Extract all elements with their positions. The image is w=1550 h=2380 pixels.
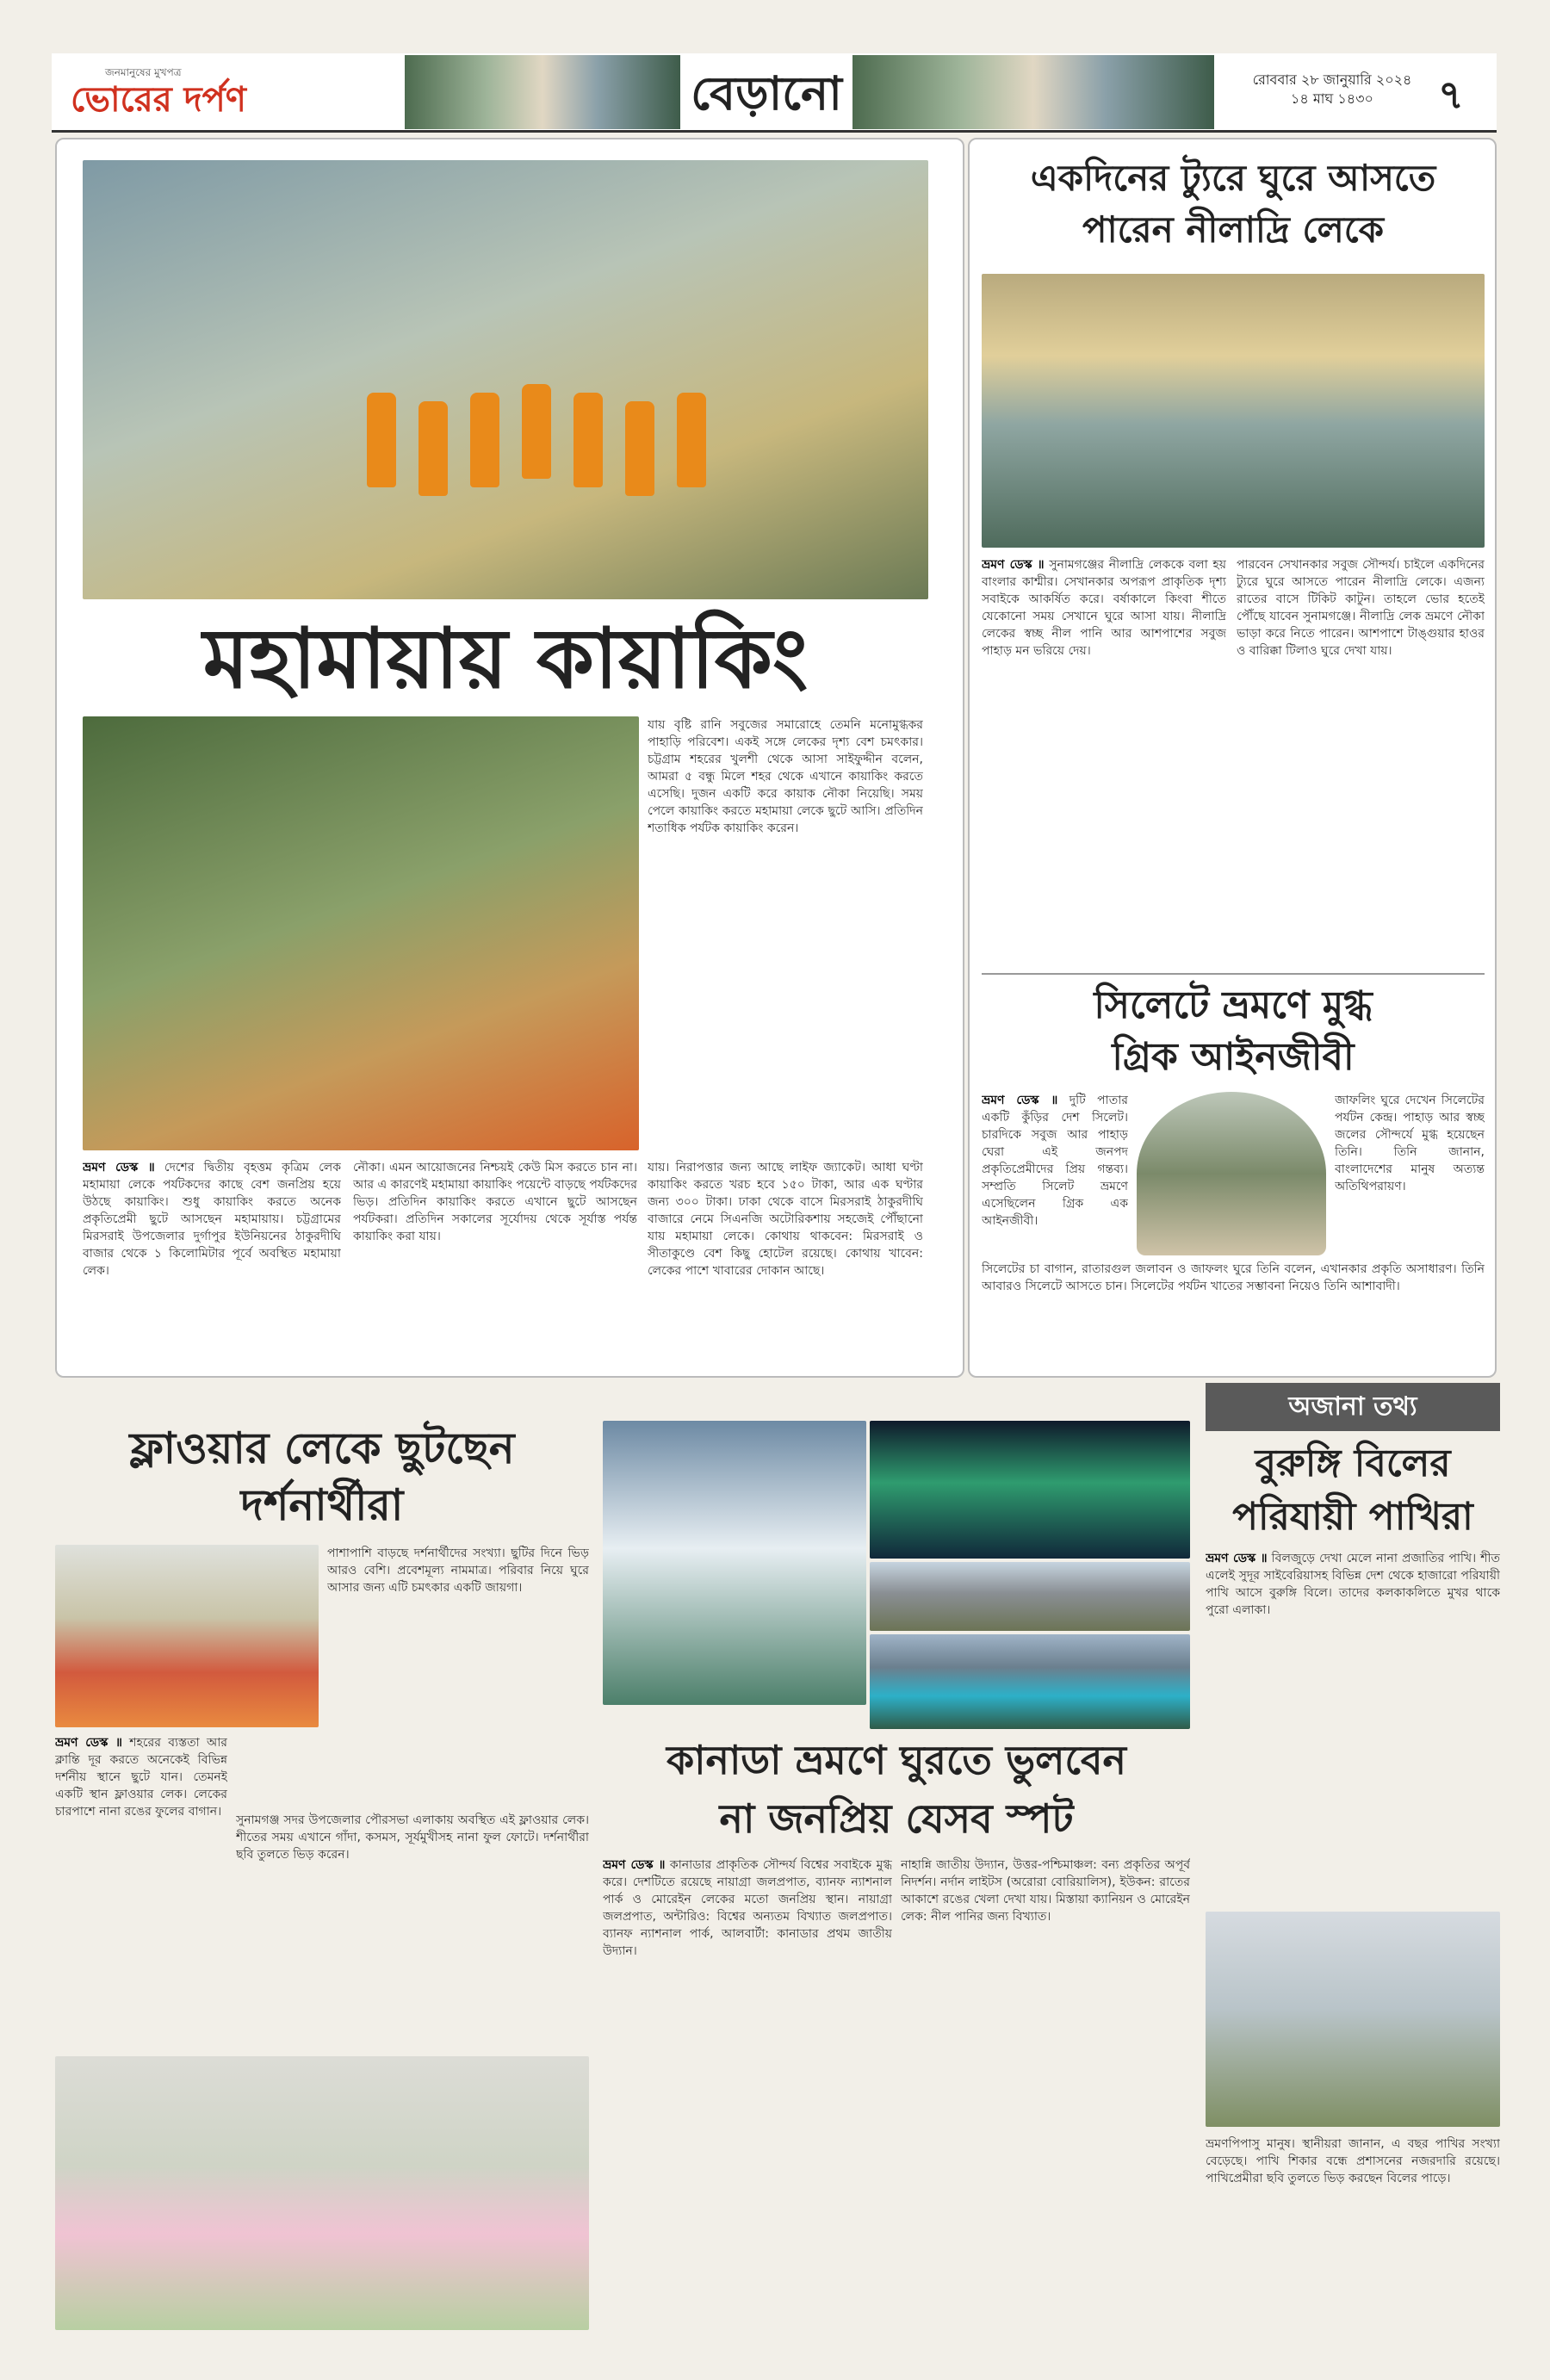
canada-col-1: ভ্রমণ ডেস্ক ॥ কানাডার প্রাকৃতিক সৌন্দর্য বিশ্বের সবাইকে মুগ্ধ করে। দেশটিতে রয়েছে নায়াগ্রা জলপ্রপাত, ব্যানফ ন্যাশনাল পার্ক ও মোরেইন লেকের মতো জনপ্রিয় স্থান। নায়াগ্রা জলপ্রপাত, অন্টারিও: বিশ্বের অন্যতম বিখ্যাত জলপ্রপাত। ব্যানফ ন্যাশনাল পার্ক, আলবার্টা: কানাডার প্রথম জাতীয় উদ্যান। <box>603 1858 892 1958</box>
greek-headline-2: গ্রিক আইনজীবী <box>1112 1035 1355 1079</box>
page-number: ৭ <box>1438 71 1464 118</box>
greek-headline-1: সিলেটে ভ্রমণে মুগ্ধ <box>1094 983 1373 1027</box>
birds-photo <box>1206 1912 1500 2127</box>
canada-headline-2: না জনপ্রিয় যেসব স্পট <box>719 1795 1074 1842</box>
birds-col-1: ভ্রমণ ডেস্ক ॥ বিলজুড়ে দেখা মেলে নানা প্রজাতির পাখি। শীত এলেই সুদূর সাইবেরিয়াসহ বিভিন্ন দেশ থেকে হাজারো পরিযায়ী পাখি আসে বুরুঙ্গি বিলে। তাদের কলকাকলিতে মুখর থাকে পুরো এলাকা। <box>1206 1552 1500 1617</box>
birds-col-2: ভ্রমণপিপাসু মানুষ। স্থানীয়রা জানান, এ বছর পাখির সংখ্যা বেড়েছে। পাখি শিকার বন্ধে প্রশাসনের নজরদারি রয়েছে। পাখিপ্রেমীরা ছবি তুলতে ভিড় করছেন বিলের পাড়ে। <box>1206 2137 1500 2185</box>
canada-mountain-photo <box>870 1562 1190 1631</box>
flower-lake-photo <box>55 1545 319 1727</box>
birds-headline-1: বুরুঙ্গি বিলের <box>1255 1441 1451 1485</box>
dateline: রোববার ২৮ জানুয়ারি ২০২৪ ১৪ মাঘ ১৪৩০ <box>1252 71 1412 107</box>
kayaker-figure <box>418 401 448 496</box>
niladri-col-2: পারবেন সেখানকার সবুজ সৌন্দর্য। চাইলে একদিনের ট্যুরে ঘুরে আসতে পারেন নীলাদ্রি লেকে। এজন্য রাতের বাসে টিকিট কাটুন। তাহলে ভোর হতেই পৌঁছে যাবেন সুনামগঞ্জে। নীলাদ্রি লেক ভ্রমণে নৌকা ভাড়া করে নিতে পারেন। আশপাশে টাঙ্গুয়ার হাওর ও বারিক্কা টিলাও ঘুরে দেখা যায়। <box>1237 558 1485 658</box>
greek-col-2: জাফলিং ঘুরে দেখেন সিলেটের পর্যটন কেন্দ্র। পাহাড় আর স্বচ্ছ জলের সৌন্দর্যে মুগ্ধ হয়েছেন তিনি। তিনি জানান, বাংলাদেশের মানুষ অত্যন্ত অতিথিপরায়ণ। <box>1335 1094 1485 1193</box>
greek-lawyer-photo <box>1137 1092 1326 1255</box>
flower-headline-2: দর্শনার্থীরা <box>240 1479 404 1530</box>
section-title: বেড়ানো <box>680 59 852 127</box>
kayaker-figure <box>367 393 396 487</box>
kayaker-figure <box>677 393 706 487</box>
kayak-headline: মহামায়ায় কায়াকিং <box>202 610 809 707</box>
kayaker-figure <box>625 401 654 496</box>
greek-col-1: ভ্রমণ ডেস্ক ॥ দুটি পাতার একটি কুঁড়ির দেশ সিলেট। চারদিকে সবুজ আর পাহাড় ঘেরা এই জনপদ প্রকৃতিপ্রেমীদের প্রিয় গন্তব্য। সম্প্রতি সিলেট ভ্রমণে এসেছিলেন গ্রিক এক আইনজীবী। <box>982 1094 1128 1228</box>
kayak-selfie-photo <box>83 716 639 1150</box>
canada-col-2: নাহান্নি জাতীয় উদ্যান, উত্তর-পশ্চিমাঞ্চল: বন্য প্রকৃতির অপূর্ব নিদর্শন। নর্দান লাইটস (অরোরা বোরিয়ালিস), ইউকন: রাতের আকাশে রঙের খেলা দেখা যায়। মিস্তায়া ক্যানিয়ন ও মোরেইন লেক: নীল পানির জন্য বিখ্যাত। <box>901 1858 1190 1924</box>
flower-col-2: সুনামগঞ্জ সদর উপজেলার পৌরসভা এলাকায় অবস্থিত এই ফ্লাওয়ার লেক। শীতের সময় এখানে গাঁদা, কসমস, সূর্যমুখীসহ নানা ফুল ফোটে। দর্শনার্থীরা ছবি তুলতে ভিড় করেন। <box>236 1813 589 1862</box>
flower-col-1: ভ্রমণ ডেস্ক ॥ শহরের ব্যস্ততা আর ক্লান্তি দূর করতে অনেকেই বিভিন্ন দর্শনীয় স্থানে ছুটে যান। তেমনই একটি স্থান ফ্লাওয়ার লেক। লেকের চারপাশে নানা রঙের ফুলের বাগান। <box>55 1736 227 1819</box>
niladri-headline-2: পারেন নীলাদ্রি লেকে <box>1082 208 1385 251</box>
birds-headline-2: পরিযায়ী পাখিরা <box>1232 1495 1473 1539</box>
masthead-photo-strip <box>405 55 680 129</box>
section-tag: অজানা তথ্য <box>1206 1383 1500 1431</box>
flower-headline-1: ফ্লাওয়ার লেকে ছুটছেন <box>129 1422 515 1473</box>
kayak-intro-text: ভ্রমণ ডেস্ক ॥ দেশের দ্বিতীয় বৃহত্তম কৃত্রিম লেক মহামায়া লেকে পর্যটকদের কাছে বেশ জনপ্রিয় হয়ে উঠছে কায়াকিং। শুধু কায়াকিং করতে অনেক প্রকৃতিপ্রেমী ছুটে আসছেন মহামায়ায়। চট্টগ্রামের মিরসরাই উপজেলার দুর্গাপুর ইউনিয়নের ঠাকুরদীঘি বাজার থেকে ১ কিলোমিটার পূর্বে অবস্থিত মহামায়া লেক। <box>83 1161 341 1278</box>
kayak-col-3: নৌকা। এমন আয়োজনের নিশ্চয়ই কেউ মিস করতে চান না। আর এ কারণেই মহামায়া কায়াকিং পয়েন্টে বাড়ছে পর্যটকদের ভিড়। প্রতিদিন কায়াকিং করতে এখানে ছুটে আসছেন পর্যটকরা। প্রতিদিন সকালের সূর্যোদয় থেকে সূর্যাস্ত পর্যন্ত কায়াকিং করা যায়। <box>353 1161 637 1243</box>
kayaker-figure <box>574 393 603 487</box>
cosmos-field-photo <box>55 2056 589 2330</box>
niladri-photo-collage <box>982 274 1485 548</box>
kayaker-figure <box>470 393 499 487</box>
newspaper-logo: জনমানুষের মুখপত্র ভোরের দর্পণ <box>71 66 246 120</box>
flower-col-3: পাশাপাশি বাড়ছে দর্শনার্থীদের সংখ্যা। ছুটির দিনে ভিড় আরও বেশি। প্রবেশমূল্য নামমাত্র। পরিবার নিয়ে ঘুরে আসার জন্য এটি চমৎকার একটি জায়গা। <box>327 1546 589 1595</box>
greek-full-text: সিলেটের চা বাগান, রাতারগুল জলাবন ও জাফলং ঘুরে তিনি বলেন, এখানকার প্রকৃতি অসাধারণ। তিনি আবারও সিলেটে আসতে চান। সিলেটের পর্যটন খাতের সম্ভাবনা নিয়েও তিনি আশাবাদী। <box>982 1262 1485 1293</box>
kayaker-figure <box>522 384 551 479</box>
canada-lake-photo <box>870 1634 1190 1729</box>
kayak-group-photo <box>83 160 928 599</box>
niladri-col-1: ভ্রমণ ডেস্ক ॥ সুনামগঞ্জের নীলাদ্রি লেককে বলা হয় বাংলার কাশ্মীর। সেখানকার অপরূপ প্রাকৃতিক দৃশ্য সবাইকে আকর্ষিত করে। বর্ষাকালে কিংবা শীতে যেকোনো সময় সেখানে ঘুরে আসা যায়। নীলাদ্রি লেকের স্বচ্ছ নীল পানি আর আশপাশের সবুজ পাহাড় মন ভরিয়ে দেয়। <box>982 558 1226 658</box>
canada-aurora-photo <box>870 1421 1190 1559</box>
section-divider <box>982 973 1485 975</box>
canada-falls-photo <box>603 1421 866 1705</box>
canada-headline-1: কানাডা ভ্রমণে ঘুরতে ভুলবেন <box>666 1737 1126 1783</box>
kayak-col-2: যায় বৃষ্টি রানি সবুজের সমারোহে তেমনি মনোমুগ্ধকর পাহাড়ি পরিবেশ। একই সঙ্গে লেকের দৃশ্য বেশ চমৎকার। চট্টগ্রাম শহরের খুলশী থেকে আসা সাইফুদ্দীন বলেন, আমরা ৫ বন্ধু মিলে শহর থেকে এখানে কায়াকিং করতে এসেছি। দুজন একটি করে কায়াক নৌকা নিয়েছি। সময় পেলে কায়াকিং করতে মহামায়া লেকে ছুটে আসি। প্রতিদিন শতাধিক পর্যটক কায়াকিং করেন। <box>648 718 923 835</box>
masthead-photo-strip-right <box>852 55 1214 129</box>
kayak-col-4: যায়। নিরাপত্তার জন্য আছে লাইফ জ্যাকেট। আধা ঘণ্টা কায়াকিং করতে খরচ হবে ১৫০ টাকা, আর এক ঘণ্টার জন্য ৩০০ টাকা। ঢাকা থেকে বাসে মিরসরাই ঠাকুরদীঘি বাজারে নেমে সিএনজি অটোরিকশায় সহজেই পৌঁছানো যায় মহামায়া লেকে। কোথায় থাকবেন: মিরসরাই ও সীতাকুণ্ডে বেশ কিছু হোটেল রয়েছে। কোথায় খাবেন: লেকের পাশে খাবারের দোকান আছে। <box>648 1161 923 1278</box>
niladri-headline-1: একদিনের ট্যুরে ঘুরে আসতে <box>1030 157 1436 199</box>
